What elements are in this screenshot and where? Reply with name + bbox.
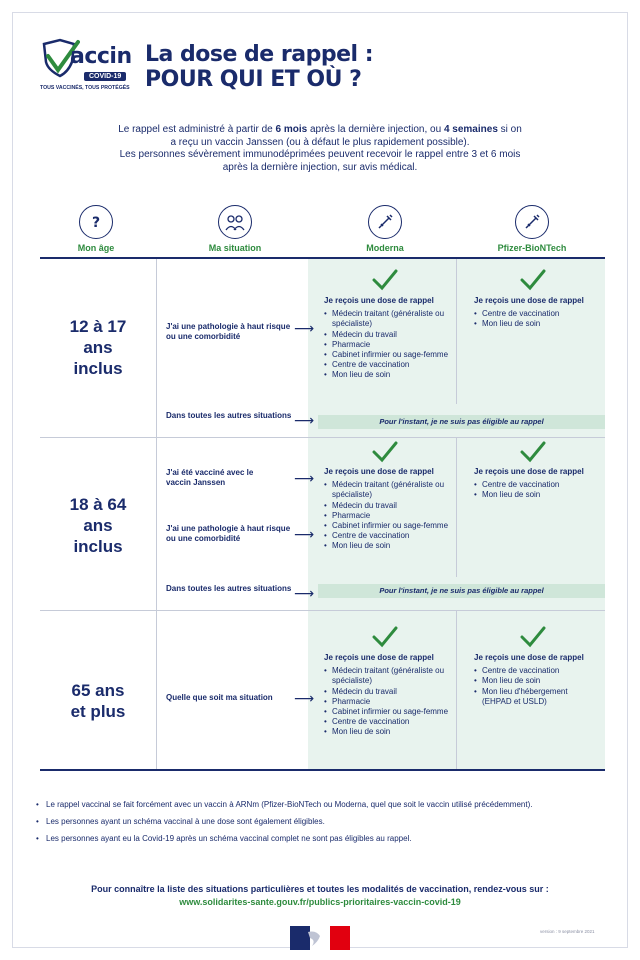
col-situation-label: Ma situation — [208, 243, 262, 253]
version-text: version : 9 septembre 2021 — [540, 929, 595, 934]
list-item: • Mon lieu de soin — [474, 676, 594, 686]
checkmark-icon — [520, 268, 546, 292]
age-65-plus — [40, 680, 156, 722]
syringe-icon — [368, 205, 402, 239]
situation-any: Quelle que soit ma situation — [166, 693, 273, 702]
list-item: • Médecin du travail — [324, 687, 449, 697]
arrow-right-icon: ⟶ — [294, 585, 315, 601]
checkmark-icon — [520, 625, 546, 649]
title-line-1: La dose de rappel : — [145, 42, 373, 67]
age-line: 18 à 64 — [69, 495, 127, 514]
intro-1c: après la dernière injection, ou — [307, 124, 444, 135]
list-item: • Centre de vaccination — [324, 360, 449, 370]
list-item: • Médecin traitant (généraliste ou spécialiste) — [324, 480, 449, 500]
pfizer-cell-r2 — [474, 467, 594, 501]
cell-heading: Je reçois une dose de rappel — [324, 467, 434, 476]
list-item: • Mon lieu d'hébergement (EHPAD et USLD) — [474, 687, 594, 707]
list-item: • Médecin traitant (généraliste ou spécialiste) — [324, 309, 449, 329]
list-item: • Mon lieu de soin — [474, 319, 594, 329]
footnote: • Les personnes ayant un schéma vaccinal à une dose sont également éligibles. — [36, 817, 596, 827]
list-item: • Pharmacie — [324, 340, 449, 350]
list-item: • Médecin du travail — [324, 330, 449, 340]
republique-francaise-logo — [290, 926, 350, 950]
cell-heading: Je reçois une dose de rappel — [324, 653, 434, 662]
col-pfizer-label: Pfizer-BioNTech — [497, 243, 567, 253]
row-divider — [40, 437, 605, 438]
age-line: 65 ans — [71, 681, 125, 700]
situation-other: Dans toutes les autres situations — [166, 411, 292, 420]
pfizer-cell-r1 — [474, 296, 594, 330]
intro-1a: Le rappel est administré à partir de — [118, 124, 276, 135]
vaccin-covid-logo — [40, 38, 132, 94]
svg-text:?: ? — [91, 215, 101, 231]
list-item: • Centre de vaccination — [474, 666, 594, 676]
page-title — [145, 42, 373, 92]
intro-text — [90, 124, 550, 174]
cta-link[interactable]: www.solidarites-sante.gouv.fr/publics-prioritaires-vaccin-covid-19 — [179, 897, 461, 907]
logo-tagline: TOUS VACCINÉS, TOUS PROTÉGÉS — [40, 85, 130, 91]
cell-heading: Je reçois une dose de rappel — [474, 653, 584, 662]
arrow-right-icon: ⟶ — [294, 470, 315, 486]
col-moderna — [350, 205, 420, 253]
people-icon — [218, 205, 252, 239]
moderna-cell-r3 — [324, 653, 449, 738]
list-item: • Mon lieu de soin — [324, 370, 449, 380]
header-divider — [40, 257, 605, 259]
intro-1d: 4 semaines — [443, 124, 498, 135]
list-item: • Pharmacie — [324, 511, 449, 521]
syringe-icon — [515, 205, 549, 239]
list-item: • Cabinet infirmier ou sage-femme — [324, 350, 449, 360]
table-bottom-divider — [40, 769, 605, 771]
arrow-right-icon: ⟶ — [294, 320, 315, 336]
cell-heading: Je reçois une dose de rappel — [474, 467, 584, 476]
list-item: • Mon lieu de soin — [474, 490, 594, 500]
intro-1b: 6 mois — [275, 124, 308, 135]
column-divider — [456, 610, 457, 769]
age-12-17 — [40, 316, 156, 379]
moderna-cell-r2 — [324, 467, 449, 552]
list-item: • Centre de vaccination — [324, 717, 449, 727]
footnote: • Le rappel vaccinal se fait forcément avec un vaccin à ARNm (Pfizer-BioNTech ou Moderna, quel que soit le vaccin utilisé précédemment). — [36, 800, 596, 810]
intro-line-2: a reçu un vaccin Janssen (ou à défaut le plus rapidement possible). — [170, 136, 470, 148]
intro-line-3: Les personnes sévèrement immunodéprimées peuvent recevoir le rappel entre 3 et 6 mois — [119, 149, 521, 160]
logo-word: accin — [70, 44, 132, 69]
title-line-2: POUR QUI ET OÙ ? — [145, 67, 362, 92]
situation-janssen: J'ai été vacciné avec le vaccin Janssen — [166, 468, 254, 487]
intro-line-4: après la dernière injection, sur avis médical. — [222, 161, 418, 173]
list-item: • Pharmacie — [324, 697, 449, 707]
row-divider — [40, 610, 605, 611]
pfizer-cell-r3 — [474, 653, 594, 707]
list-item: • Médecin du travail — [324, 501, 449, 511]
list-item: • Mon lieu de soin — [324, 727, 449, 737]
intro-1e: si on — [497, 124, 522, 135]
cta-question: Pour connaître la liste des situations particulières et toutes les modalités de vaccination, rendez-vous sur : — [91, 884, 549, 894]
cell-heading: Je reçois une dose de rappel — [474, 296, 584, 305]
footnotes — [36, 800, 596, 851]
checkmark-icon — [372, 268, 398, 292]
age-line: et plus — [70, 702, 126, 721]
column-divider — [456, 437, 457, 577]
checkmark-icon — [372, 440, 398, 464]
age-line: ans — [83, 516, 113, 535]
cell-heading: Je reçois une dose de rappel — [324, 296, 434, 305]
ineligible-banner: Pour l'instant, je ne suis pas éligible au rappel — [318, 584, 605, 598]
arrow-right-icon: ⟶ — [294, 412, 315, 428]
list-item: • Cabinet infirmier ou sage-femme — [324, 521, 449, 531]
checkmark-icon — [520, 440, 546, 464]
list-item: • Centre de vaccination — [474, 309, 594, 319]
list-item: • Cabinet infirmier ou sage-femme — [324, 707, 449, 717]
ineligible-banner: Pour l'instant, je ne suis pas éligible au rappel — [318, 415, 605, 429]
list-item: • Médecin traitant (généraliste ou spécialiste) — [324, 666, 449, 686]
column-divider — [456, 259, 457, 404]
age-18-64 — [40, 494, 156, 557]
call-to-action — [40, 883, 600, 909]
situation-other: Dans toutes les autres situations — [166, 584, 292, 593]
list-item: • Centre de vaccination — [474, 480, 594, 490]
col-moderna-label: Moderna — [366, 243, 404, 253]
logo-badge: COVID-19 — [84, 72, 126, 81]
checkmark-icon — [372, 625, 398, 649]
moderna-cell-r1 — [324, 296, 449, 381]
situation-pathology: J'ai une pathologie à haut risque ou une comorbidité — [166, 322, 291, 341]
col-situation — [200, 205, 270, 253]
col-pfizer — [497, 205, 567, 253]
col-age-label: Mon âge — [77, 243, 115, 253]
col-age — [66, 205, 126, 253]
list-item: • Mon lieu de soin — [324, 541, 449, 551]
age-line: inclus — [73, 537, 123, 556]
column-divider — [156, 259, 157, 769]
question-bubble-icon — [79, 205, 113, 239]
age-line: inclus — [73, 359, 123, 378]
situation-pathology: J'ai une pathologie à haut risque ou une comorbidité — [166, 524, 291, 543]
arrow-right-icon: ⟶ — [294, 690, 315, 706]
arrow-right-icon: ⟶ — [294, 526, 315, 542]
footnote: • Les personnes ayant eu la Covid-19 après un schéma vaccinal complet ne sont pas éligibles au rappel. — [36, 834, 596, 844]
age-line: 12 à 17 — [69, 317, 127, 336]
age-line: ans — [83, 338, 113, 357]
list-item: • Centre de vaccination — [324, 531, 449, 541]
